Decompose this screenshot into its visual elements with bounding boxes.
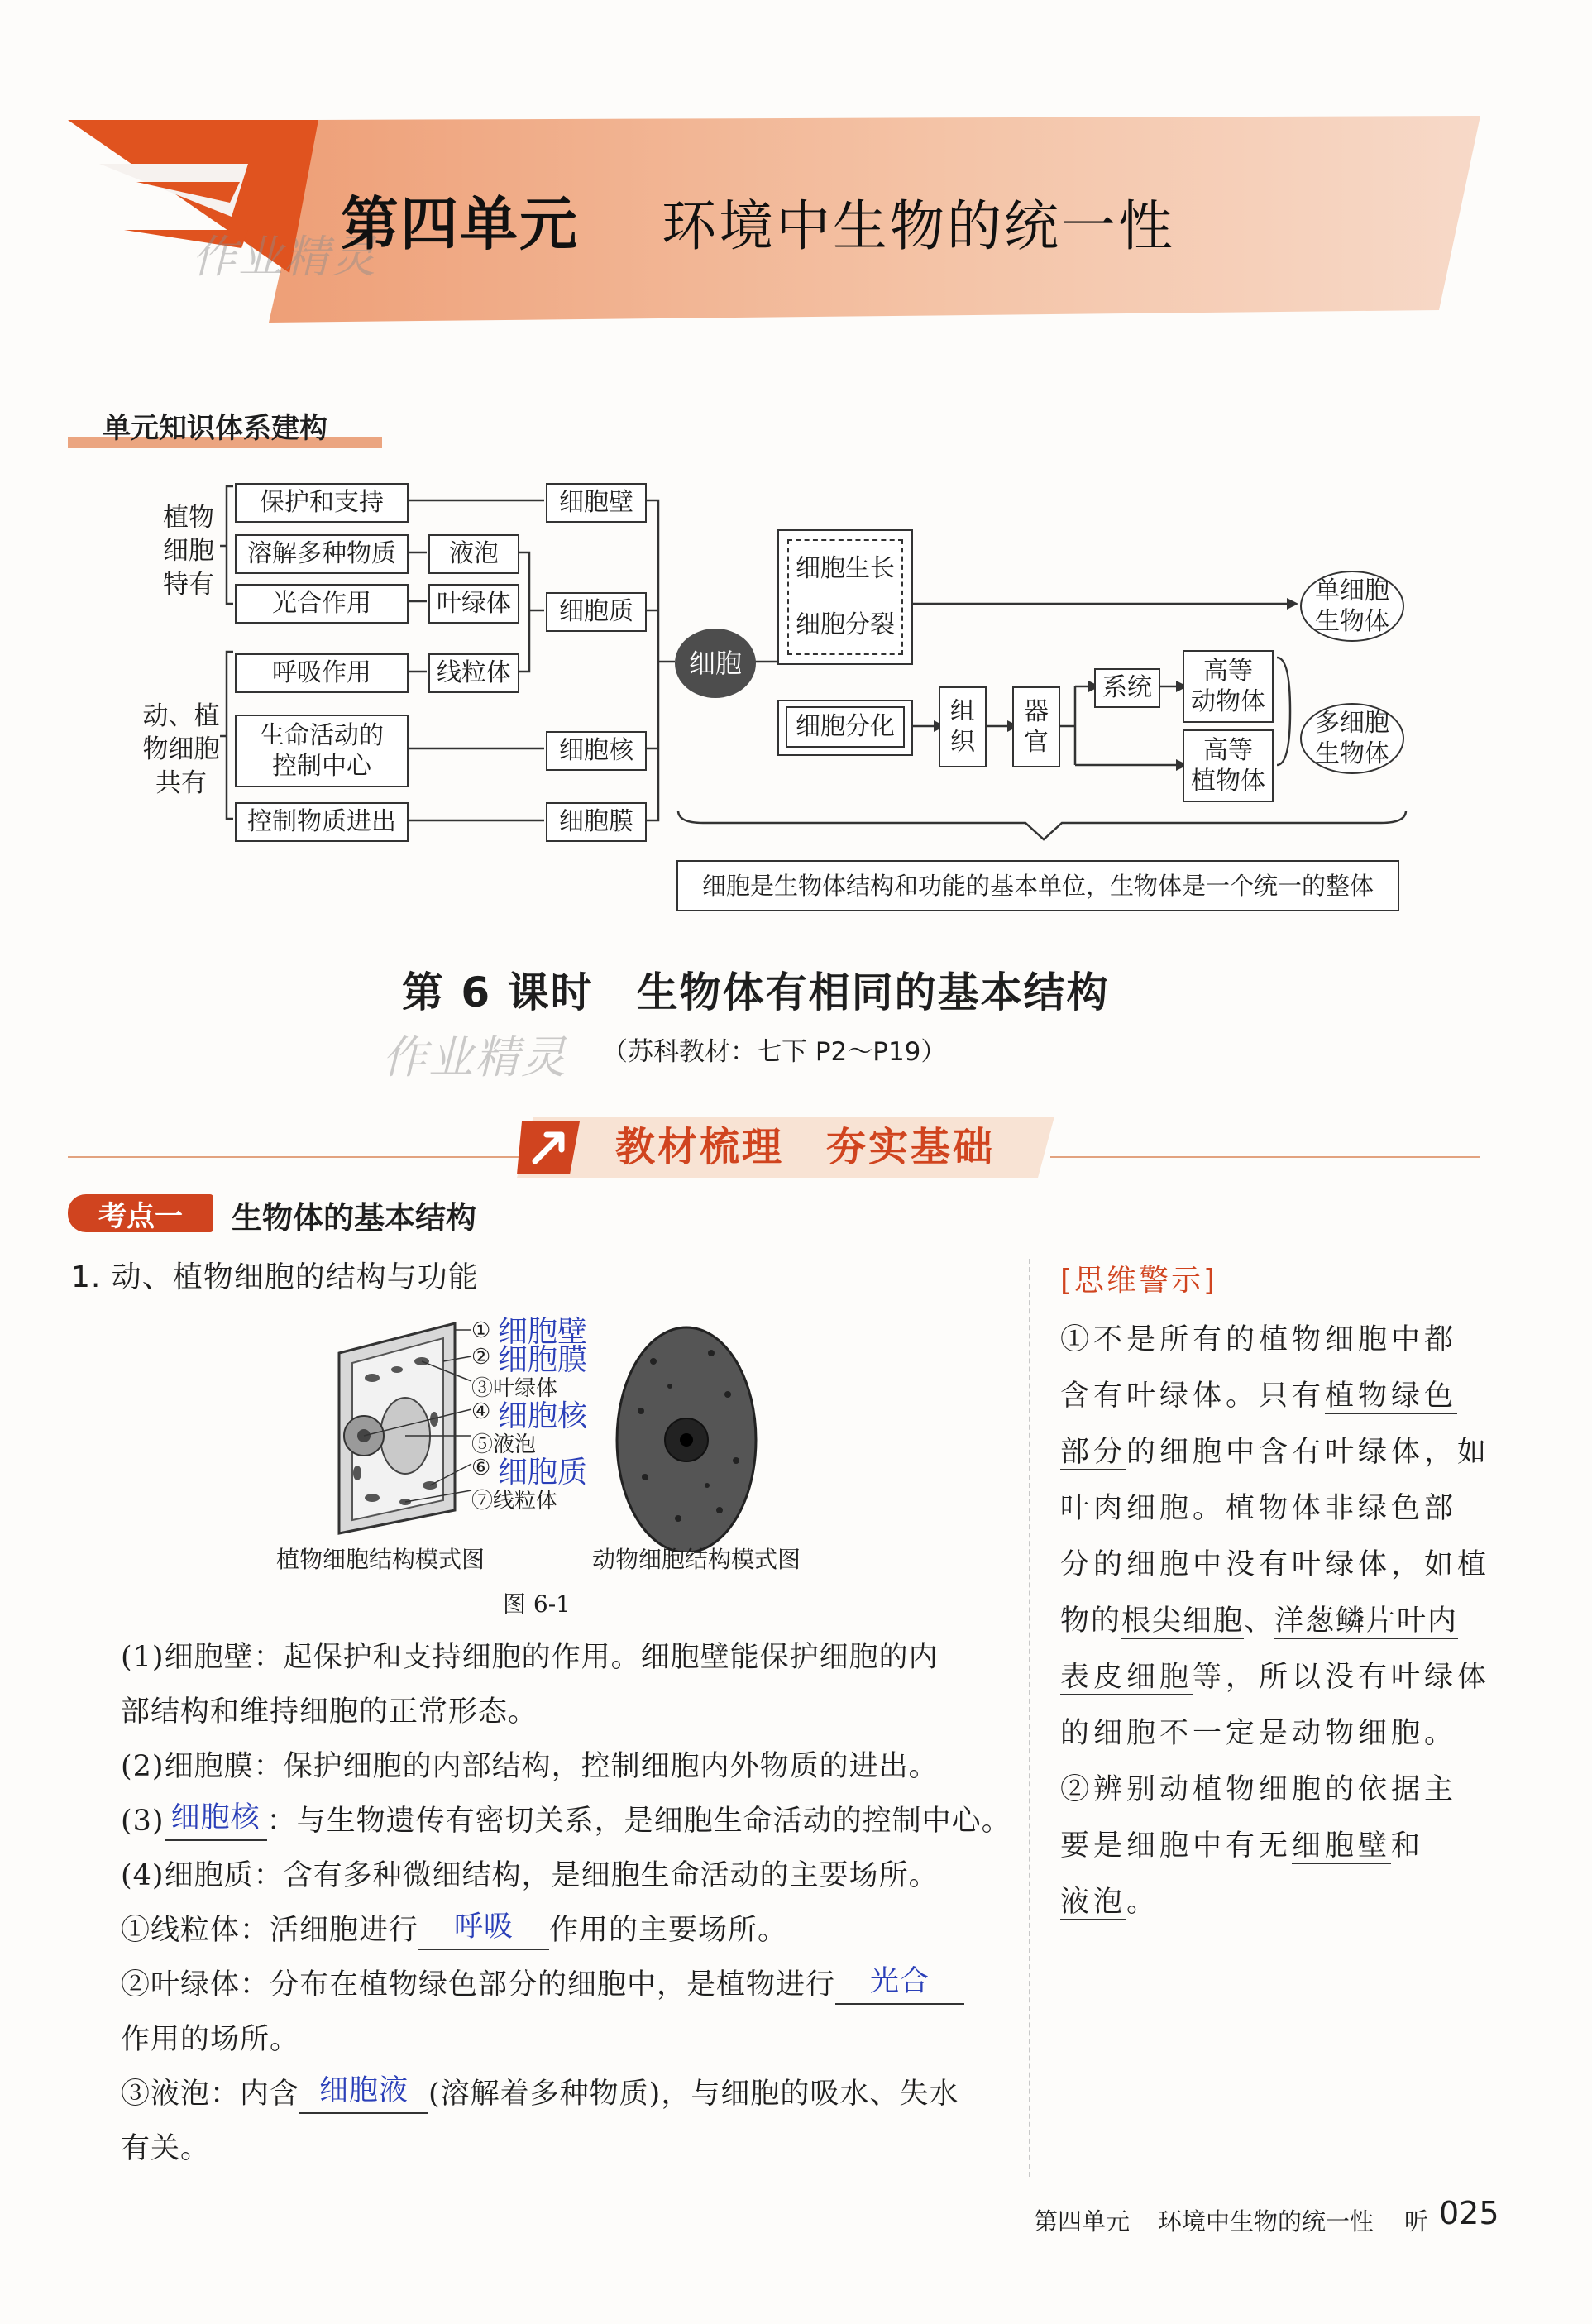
text-fragment: 含有叶绿体。只有 <box>1060 1380 1326 1413</box>
level-organ: 器 官 <box>1012 686 1060 767</box>
figure-label: ⑦线粒体 <box>471 1489 558 1513</box>
side-note-line <box>1060 1429 1490 1470</box>
underlined-text: 根尖细胞 <box>1121 1604 1245 1638</box>
animal-cell-caption: 动物细胞结构模式图 <box>592 1546 801 1573</box>
lesson-title: 第 6 课时 生物体有相同的基本结构 <box>402 968 1110 1016</box>
single-cell-organism: 单细胞 生物体 <box>1300 571 1404 642</box>
kaodian-title: 生物体的基本结构 <box>232 1200 476 1236</box>
divider-line <box>1050 1156 1480 1158</box>
organelle-box: 线粒体 <box>428 653 519 693</box>
function-box: 控制物质进出 <box>235 802 409 842</box>
function-box: 保护和支持 <box>235 483 409 523</box>
group-label-plant: 植物 细胞 特有 <box>163 503 214 600</box>
organism-box: 高等 动物体 <box>1183 650 1274 723</box>
item-heading: 1. 动、植物细胞的结构与功能 <box>71 1260 479 1294</box>
text-line: (1)细胞壁：起保护和支持细胞的作用。细胞壁能保护细胞的内 <box>121 1641 939 1674</box>
figure-label: ① <box>471 1318 491 1343</box>
cell-center-node: 细胞 <box>675 629 756 698</box>
text-fragment: 、 <box>1244 1604 1275 1638</box>
answer-cell-wall: 细胞壁 <box>498 1315 588 1349</box>
conclusion-box: 细胞是生物体结构和功能的基本单位，生物体是一个统一的整体 <box>676 860 1399 911</box>
side-note-line: 分的细胞中没有叶绿体，如植 <box>1060 1548 1491 1581</box>
text-line <box>121 1798 1011 1841</box>
figure-label: ③叶绿体 <box>471 1376 558 1401</box>
text-fragment: 物的 <box>1060 1604 1122 1638</box>
side-note-line <box>1060 1879 1159 1920</box>
answer-cytoplasm: 细胞质 <box>498 1456 588 1490</box>
organelle-box: 叶绿体 <box>428 584 519 624</box>
side-note-line <box>1060 1598 1458 1639</box>
fill-blank <box>835 1962 964 2005</box>
organism-box: 高等 植物体 <box>1183 729 1274 802</box>
footer-title: 环境中生物的统一性 <box>1158 2207 1374 2236</box>
watermark: 作业精灵 <box>382 1031 567 1083</box>
text-fragment: ：与生物遗传有密切关系，是细胞生命活动的控制中心。 <box>266 1805 1011 1838</box>
organelle-box: 液泡 <box>428 534 519 574</box>
multi-cell-organism: 多细胞 生物体 <box>1300 703 1404 774</box>
side-divider <box>1029 1259 1030 2177</box>
figure-label: ④ <box>471 1399 491 1424</box>
answer-nucleus: 细胞核 <box>498 1399 588 1433</box>
footer-ting: 听 <box>1404 2207 1429 2236</box>
fill-blank <box>165 1798 267 1841</box>
underlined-text: 液泡 <box>1060 1886 1127 1919</box>
figure-label: ② <box>471 1345 491 1370</box>
figure-label: ⑥ <box>471 1456 491 1480</box>
side-note-line: ②辨别动植物细胞的依据主 <box>1060 1773 1458 1806</box>
text-fragment: (溶解着多种物质)，与细胞的吸水、失水 <box>428 2078 959 2111</box>
unit-label: 第四单元 <box>341 190 579 258</box>
text-line <box>121 1962 964 2005</box>
underlined-text: 部分 <box>1060 1436 1127 1469</box>
footer-unit: 第四单元 <box>1034 2207 1131 2236</box>
text-fragment: 等，所以没有叶绿体 <box>1193 1661 1491 1694</box>
section-title: 单元知识体系建构 <box>103 412 327 445</box>
fill-blank <box>299 2071 428 2114</box>
text-fragment: 。 <box>1126 1886 1160 1919</box>
text-line: (2)细胞膜：保护细胞的内部结构，控制细胞内外物质的进出。 <box>121 1750 939 1783</box>
answer-cell-membrane: 细胞膜 <box>498 1343 588 1377</box>
figure-label: ⑤液泡 <box>471 1432 537 1457</box>
level-system: 系统 <box>1094 668 1160 708</box>
process-label: 细胞生长 <box>796 554 895 584</box>
side-note-line <box>1060 1654 1490 1695</box>
level-tissue: 组 织 <box>939 686 987 767</box>
answer-text: 细胞液 <box>319 2074 409 2107</box>
text-fragment: 作用的主要场所。 <box>549 1914 788 1947</box>
side-note-line <box>1060 1823 1424 1864</box>
process-label: 细胞分裂 <box>796 610 895 640</box>
side-note-line: 叶肉细胞。植物体非绿色部 <box>1060 1492 1458 1525</box>
answer-text: 呼吸 <box>454 1910 514 1944</box>
text-fragment: 和 <box>1391 1829 1425 1863</box>
text-line: 有关。 <box>121 2132 211 2165</box>
text-line: (4)细胞质：含有多种微细结构，是细胞生命活动的主要场所。 <box>121 1859 939 1892</box>
function-box: 光合作用 <box>235 584 409 624</box>
text-fragment: (3) <box>121 1805 165 1838</box>
text-fragment: ①线粒体：活细胞进行 <box>121 1914 419 1947</box>
underlined-text: 表皮细胞 <box>1060 1661 1193 1694</box>
text-fragment: ③液泡：内含 <box>121 2078 300 2111</box>
lesson-source: （苏科教材：七下 P2～P19） <box>602 1037 947 1067</box>
text-line: 作用的场所。 <box>121 2023 300 2056</box>
text-fragment: 的细胞中含有叶绿体，如 <box>1126 1436 1491 1469</box>
section-strip-text: 教材梳理 夯实基础 <box>615 1124 996 1170</box>
function-box: 呼吸作用 <box>235 653 409 693</box>
text-fragment: ②叶绿体：分布在植物绿色部分的细胞中，是植物进行 <box>121 1968 836 2001</box>
process-label: 细胞分化 <box>786 706 905 748</box>
answer-text: 光合 <box>870 1965 930 1998</box>
text-line: 部结构和维持细胞的正常形态。 <box>121 1695 538 1729</box>
function-box: 溶解多种物质 <box>235 534 409 574</box>
plant-cell-illustration <box>339 1323 455 1533</box>
concept-map-connectors <box>0 0 1592 926</box>
text-line <box>121 1907 787 1950</box>
underlined-text: 植物绿色 <box>1325 1380 1458 1413</box>
side-note-line: 的细胞不一定是动物细胞。 <box>1060 1717 1458 1750</box>
side-note-title: [思维警示] <box>1060 1264 1218 1298</box>
figure-number: 图 6-1 <box>503 1590 571 1618</box>
structure-box: 细胞核 <box>546 731 647 771</box>
plant-cell-caption: 植物细胞结构模式图 <box>276 1546 485 1573</box>
animal-cell-illustration <box>617 1327 756 1552</box>
fill-blank <box>418 1907 549 1950</box>
group-label-shared: 动、植 物细胞 共有 <box>142 701 220 798</box>
underlined-text: 细胞壁 <box>1292 1829 1392 1863</box>
underlined-text: 洋葱鳞片叶内 <box>1274 1604 1459 1638</box>
growth-division-box <box>787 539 903 655</box>
side-note-line: ①不是所有的植物细胞中都 <box>1060 1323 1458 1356</box>
side-note-line <box>1060 1373 1457 1414</box>
text-line <box>121 2071 959 2114</box>
page-number: 025 <box>1439 2195 1499 2231</box>
divider-line <box>68 1156 539 1158</box>
kaodian-badge: 考点一 <box>68 1194 213 1232</box>
structure-box: 细胞膜 <box>546 802 647 842</box>
answer-text: 细胞核 <box>170 1801 261 1834</box>
structure-box: 细胞壁 <box>546 483 647 523</box>
function-box: 生命活动的 控制中心 <box>235 715 409 787</box>
watermark: 作业精灵 <box>192 231 377 283</box>
text-fragment: 要是细胞中有无 <box>1060 1829 1293 1863</box>
structure-box: 细胞质 <box>546 592 647 632</box>
unit-title: 环境中生物的统一性 <box>662 194 1175 258</box>
